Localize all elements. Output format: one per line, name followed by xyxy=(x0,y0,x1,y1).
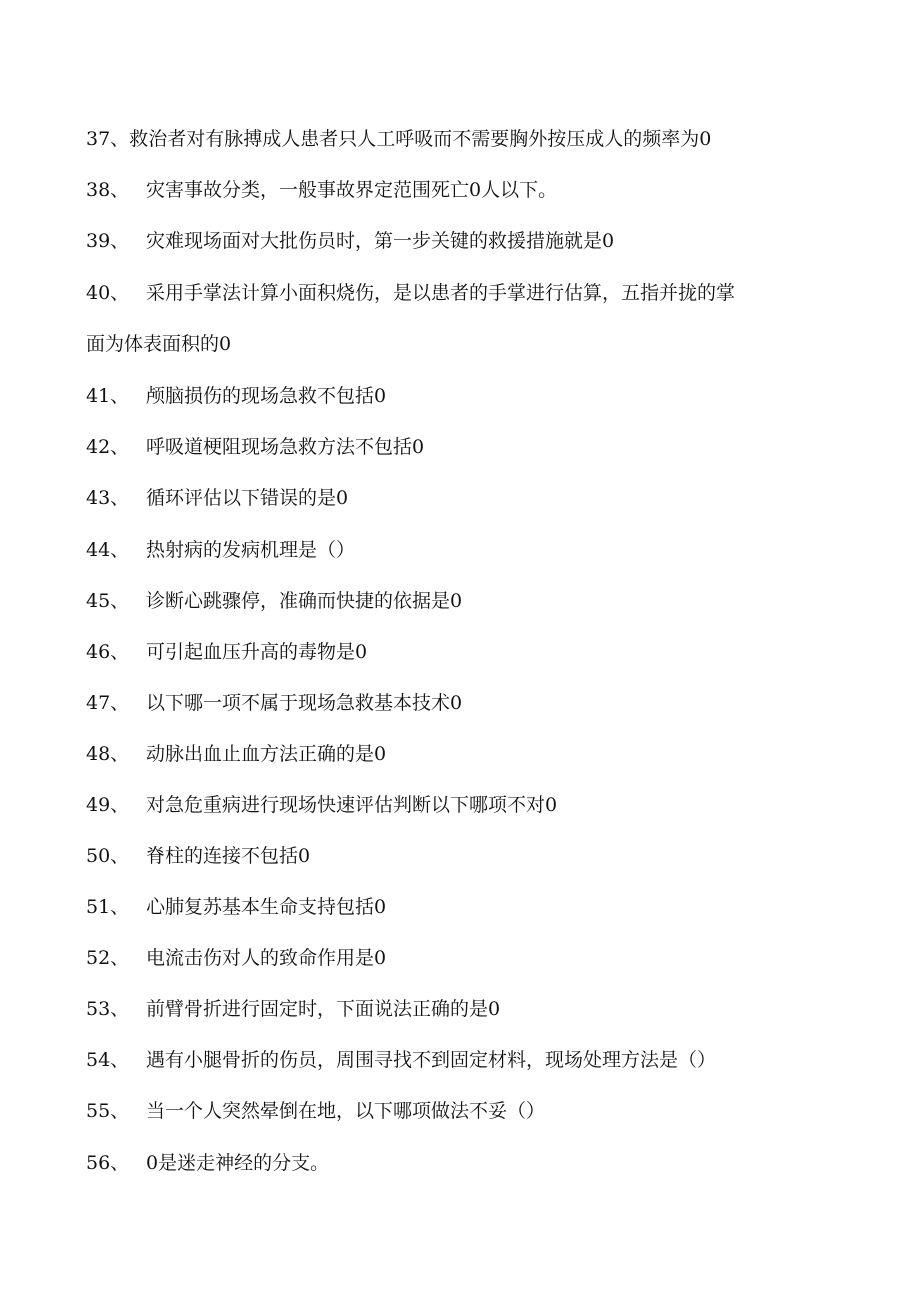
question-number: 50、 xyxy=(86,845,130,867)
question-text: 心肺复苏基本生命支持包括0 xyxy=(146,896,387,918)
question-47 xyxy=(86,690,860,716)
question-46 xyxy=(86,639,860,665)
question-40 xyxy=(86,280,860,306)
question-38 xyxy=(86,177,860,203)
question-text: 呼吸道梗阻现场急救方法不包括0 xyxy=(146,436,425,458)
question-number: 37、 xyxy=(86,128,130,150)
question-50 xyxy=(86,843,860,869)
question-text: 以下哪一项不属于现场急救基本技术0 xyxy=(146,692,463,714)
question-text: 灾害事故分类，一般事故界定范围死亡0人以下。 xyxy=(146,179,558,201)
question-39 xyxy=(86,228,860,254)
question-52 xyxy=(86,945,860,971)
question-text: 当一个人突然晕倒在地，以下哪项做法不妥（） xyxy=(146,1100,546,1122)
question-55 xyxy=(86,1098,860,1124)
question-number: 42、 xyxy=(86,436,130,458)
question-45 xyxy=(86,588,860,614)
question-56 xyxy=(86,1150,860,1176)
question-51 xyxy=(86,894,860,920)
question-text: 前臂骨折进行固定时，下面说法正确的是0 xyxy=(146,998,501,1020)
question-number: 40、 xyxy=(86,282,130,304)
question-text: 动脉出血止血方法正确的是0 xyxy=(146,743,387,765)
question-text: 循环评估以下错误的是0 xyxy=(146,487,349,509)
question-number: 54、 xyxy=(86,1049,130,1071)
question-text: 可引起血压升高的毒物是0 xyxy=(146,641,368,663)
question-number: 45、 xyxy=(86,590,130,612)
question-number: 51、 xyxy=(86,896,130,918)
question-37 xyxy=(86,126,860,152)
question-number: 43、 xyxy=(86,487,130,509)
question-text: 0是迷走神经的分支。 xyxy=(146,1152,330,1174)
question-text: 脊柱的连接不包括0 xyxy=(146,845,311,867)
question-text: 灾难现场面对大批伤员时，第一步关键的救援措施就是0 xyxy=(146,230,615,252)
question-48 xyxy=(86,741,860,767)
question-number: 48、 xyxy=(86,743,130,765)
question-text: 诊断心跳骤停，准确而快捷的依据是0 xyxy=(146,590,463,612)
question-44 xyxy=(86,537,860,563)
question-53 xyxy=(86,996,860,1022)
question-text: 对急危重病进行现场快速评估判断以下哪项不对0 xyxy=(146,794,558,816)
question-number: 56、 xyxy=(86,1152,130,1174)
question-text: 电流击伤对人的致命作用是0 xyxy=(146,947,387,969)
question-43 xyxy=(86,485,860,511)
question-41 xyxy=(86,383,860,409)
question-text: 救治者对有脉搏成人患者只人工呼吸而不需要胸外按压成人的频率为0 xyxy=(129,128,712,150)
question-number: 52、 xyxy=(86,947,130,969)
question-54 xyxy=(86,1047,860,1073)
question-number: 41、 xyxy=(86,385,130,407)
question-text: 热射病的发病机理是（） xyxy=(146,539,356,561)
question-number: 55、 xyxy=(86,1100,130,1122)
question-49 xyxy=(86,792,860,818)
question-number: 49、 xyxy=(86,794,130,816)
question-number: 47、 xyxy=(86,692,130,714)
question-number: 53、 xyxy=(86,998,130,1020)
question-number: 46、 xyxy=(86,641,130,663)
question-text: 采用手掌法计算小面积烧伤，是以患者的手掌进行估算，五指并拢的掌 xyxy=(146,282,736,304)
question-text-continued: 面为体表面积的0 xyxy=(86,333,232,355)
question-number: 38、 xyxy=(86,179,130,201)
question-text: 颅脑损伤的现场急救不包括0 xyxy=(146,385,387,407)
question-text: 遇有小腿骨折的伤员，周围寻找不到固定材料，现场处理方法是（） xyxy=(146,1049,717,1071)
question-number: 39、 xyxy=(86,230,130,252)
question-42 xyxy=(86,434,860,460)
question-number: 44、 xyxy=(86,539,130,561)
question-40-continuation xyxy=(86,331,231,357)
